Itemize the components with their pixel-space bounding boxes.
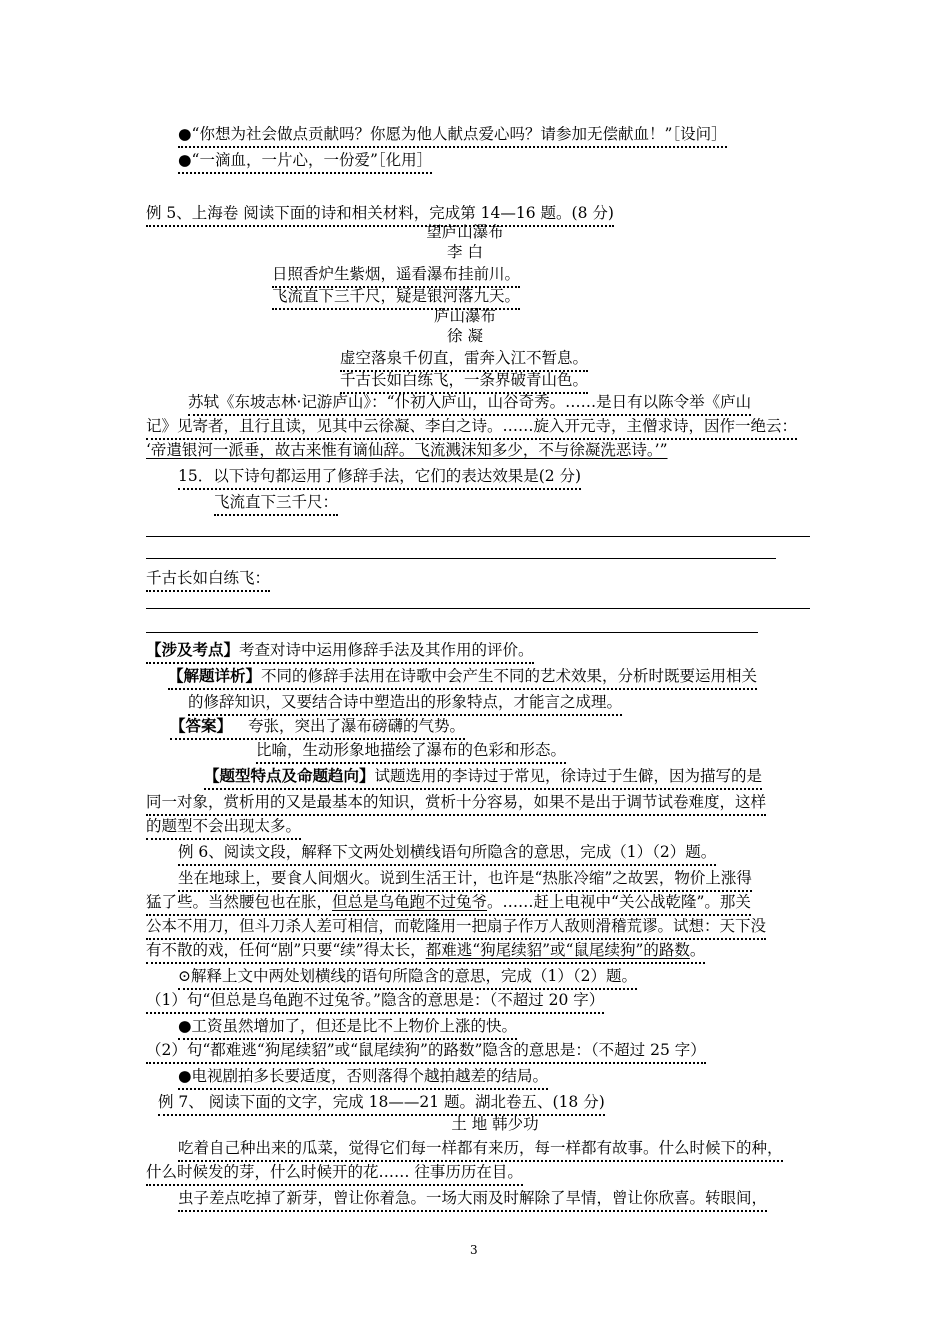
question-text: （1）句“但总是乌龟跑不过兔爷。”隐含的意思是：（不超过 20 字） — [146, 990, 604, 1014]
section-text: 夸张，突出了瀑布磅礴的气势。 — [248, 717, 466, 735]
poem-line: 飞流直下三千尺，疑是银河落九天。 — [272, 286, 520, 310]
poem-title: 庐山瀑布 — [433, 307, 496, 325]
material-text: ‘帝遣银河一派垂，故古来惟有谪仙辞。飞流溅沫知多少，不与徐凝洗恶诗。’” — [146, 441, 668, 459]
section-tag: 【题型特点及命题趋向】 — [204, 766, 375, 785]
passage-text: 坐在地球上，要食人间烟火。说到生活王计，也许是“热胀冷缩”之故罢，物价上涨得 — [178, 868, 752, 892]
section-text: 试题选用的李诗过于常见，徐诗过于生僻，因为描写的是 — [374, 767, 763, 785]
answer-line — [146, 536, 810, 537]
answer-line-text — [170, 716, 465, 740]
answer-line — [146, 632, 758, 633]
material-text: 苏轼《东坡志林·记游庐山》：“仆初入庐山，山谷奇秀。……是日有以陈令举《庐山 — [188, 392, 751, 416]
answer-text: ●工资虽然增加了，但还是比不上物价上涨的快。 — [178, 1016, 517, 1040]
poem-line: 虚空落泉千仞直，雷奔入江不暂息。 — [340, 348, 588, 372]
page-number: 3 — [470, 1243, 478, 1257]
analysis-line: 同一对象，赏析用的又是最基本的知识，赏析十分容易，如果不是出于调节试卷难度，这样 — [146, 792, 766, 816]
passage-text: 吃着自己种出来的瓜菜，觉得它们每一样都有来历，每一样都有故事。什么时候下的种， — [178, 1138, 783, 1162]
passage-text — [146, 940, 705, 964]
question-text: 15．以下诗句都运用了修辞手法，它们的表达效果是(2 分) — [178, 466, 581, 490]
analysis-line — [168, 666, 757, 690]
section-text: 考查对诗中运用修辞手法及其作用的评价。 — [239, 641, 534, 659]
bullet-line: ●“一滴血，一片心，一份爱”［化用］ — [178, 150, 432, 174]
example-heading: 例 5、上海卷 阅读下面的诗和相关材料，完成第 14—16 题。(8 分) — [146, 203, 614, 227]
section-tag: 【解题详析】 — [168, 666, 262, 685]
poem-line: 千古长如白练飞，一条界破青山色。 — [340, 370, 588, 394]
underlined-phrase: 都难逃“狗尾续貂”或“鼠尾续狗”的路数 — [425, 941, 690, 959]
passage-segment: 有不散的戏，任何“剧”只要“续”得太长， — [146, 941, 426, 959]
poem-author: 李 白 — [447, 243, 483, 261]
passage-text: 虫子差点吃掉了新芽，曾让你着急。一场大雨及时解除了旱情，曾让你欣喜。转眼间， — [178, 1188, 767, 1212]
passage-title: 土 地 韩少功 — [451, 1115, 539, 1133]
answer-line-text: 比喻，生动形象地描绘了瀑布的色彩和形态。 — [256, 740, 566, 764]
analysis-line: 的修辞知识，又要结合诗中塑造出的形象特点，才能言之成理。 — [188, 692, 622, 716]
section-tag: 【答案】 — [170, 716, 233, 735]
passage-segment: 。……赶上电视中“关公战乾隆”。那关 — [487, 893, 751, 911]
question-prompt: 飞流直下三千尺： — [214, 492, 338, 516]
underlined-phrase: 但总是乌龟跑不过兔爷 — [332, 893, 488, 911]
passage-text — [146, 892, 751, 916]
question-text: （2）句“都难逃“狗尾续貂”或“鼠尾续狗”的路数”隐含的意思是：（不超过 25 字） — [146, 1040, 706, 1064]
bullet-line: ●“你想为社会做点贡献吗？你愿为他人献点爱心吗？请参加无偿献血！”［设问］ — [178, 124, 727, 148]
example-heading: 例 6、阅读文段，解释下文两处划横线语句所隐含的意思，完成（1）（2）题。 — [178, 842, 716, 866]
passage-text: 什么时候发的芽，什么时候开的花…… 往事历历在目。 — [146, 1162, 523, 1186]
answer-line — [146, 558, 776, 559]
analysis-line: 的题型不会出现太多。 — [146, 816, 301, 840]
poem-author: 徐 凝 — [447, 327, 483, 345]
answer-text: ●电视剧拍多长要适度，否则落得个越拍越差的结局。 — [178, 1066, 548, 1090]
poem-title: 望庐山瀑布 — [426, 223, 504, 241]
poem-line: 日照香炉生紫烟，遥看瀑布挂前川。 — [272, 264, 520, 288]
answer-line — [146, 608, 810, 609]
passage-segment: 猛了些。当然腰包也在胀， — [146, 893, 333, 911]
question-text: ⊙解释上文中两处划横线的语句所隐含的意思，完成（1）（2）题。 — [178, 966, 637, 990]
passage-segment: 。 — [689, 941, 706, 959]
section-text: 不同的修辞手法用在诗歌中会产生不同的艺术效果，分析时既要运用相关 — [261, 667, 758, 685]
question-prompt: 千古长如白练飞： — [146, 568, 270, 592]
material-text: 记》见寄者，且行且读，见其中云徐凝、李白之诗。……旋入开元寺，主僧求诗，因作一绝云： — [146, 416, 797, 440]
passage-text: 公本不用刀，但斗刀杀人差可相信，而乾隆用一把扇子作万人敌则滑稽荒谬。试想：天下没 — [146, 916, 766, 940]
example-heading: 例 7、 阅读下面的文字，完成 18——21 题。湖北卷五、(18 分) — [158, 1092, 605, 1116]
section-tag: 【涉及考点】 — [146, 640, 240, 659]
analysis-line — [146, 640, 534, 664]
analysis-line — [204, 766, 762, 790]
